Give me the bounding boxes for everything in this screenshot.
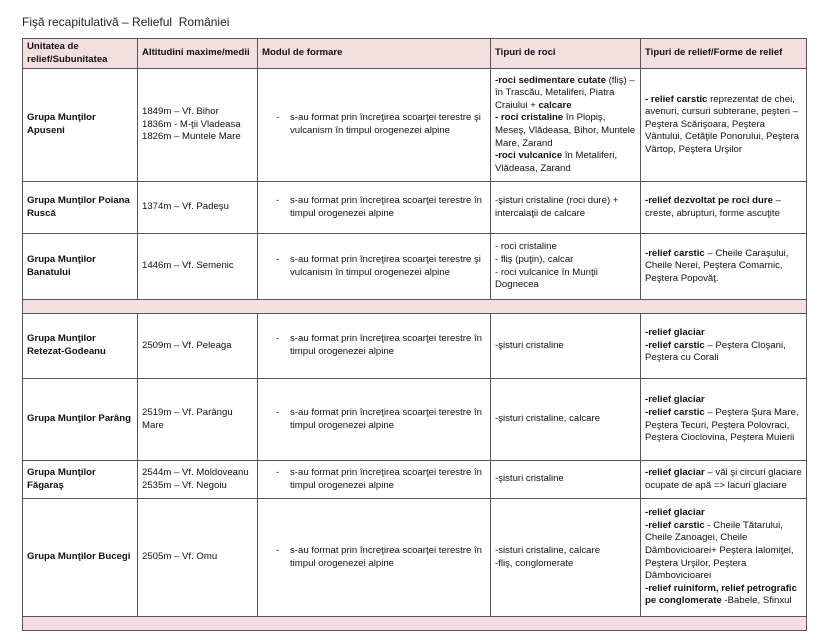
unit-name: Grupa Munţilor Apuseni	[27, 112, 96, 136]
unit-name-cell	[23, 379, 138, 461]
relief-types-bold: -relief dezvoltat pe roci dure	[645, 194, 773, 206]
altitude-line: 2535m – Vf. Negoiu	[142, 479, 227, 491]
relief-types-line	[645, 94, 802, 157]
rock-types-line	[495, 267, 636, 292]
rock-types-text: - fliş (puţin), calcar	[495, 253, 574, 265]
table-row	[23, 379, 807, 461]
unit-name: Grupa Munţilor Făgaraş	[27, 466, 96, 491]
relief-types-line	[645, 467, 802, 492]
relief-types-bold: -relief glaciar	[645, 394, 705, 406]
relief-types-line	[645, 195, 802, 220]
altitude-cell	[138, 234, 258, 300]
formation-text: s-au format prin încreţirea scoarţei terestre în timpul orogenezei alpine	[290, 333, 482, 357]
bullet-item	[262, 333, 486, 358]
rock-types-cell	[491, 182, 641, 234]
rock-types-cell	[491, 314, 641, 379]
rock-types-line	[495, 150, 636, 175]
rock-types-line	[495, 558, 636, 571]
formation-text: s-au format prin încreţirea scoarţei terestre în timpul orogenezei alpine	[290, 406, 482, 431]
relief-types-cell	[641, 379, 807, 461]
document-title: Fişă recapitulativă – Relieful României	[22, 15, 230, 29]
table-row	[23, 234, 807, 300]
rock-types-line	[495, 340, 636, 353]
relief-types-line	[645, 583, 802, 608]
relief-types-text: – văi şi circuri glaciare ocupate de apă => lacuri glaciare	[645, 466, 802, 491]
bullet-item	[262, 545, 486, 570]
altitude-cell	[138, 69, 258, 182]
altitude-line: 2505m – Vf. Omu	[142, 551, 218, 563]
relief-types-cell	[641, 234, 807, 300]
relief-types-text: - Cheile Tătarului, Cheile Zanoagei, Cheile Dâmbovicioarei+ Peştera Ialomiţei, Peştera Urşilor, Peştera Dâmbovicioarei	[645, 519, 794, 582]
rock-types-cell	[491, 499, 641, 617]
relief-types-line	[645, 520, 802, 583]
relief-types-line	[645, 327, 802, 340]
relief-types-bold: -relief glaciar	[645, 466, 705, 478]
rock-types-text: -fliş, conglomerate	[495, 557, 574, 569]
bullet-item	[262, 195, 486, 220]
header-unit: Unitatea de relief/Subunitatea	[23, 39, 138, 69]
rock-types-text: în Plopiş, Meseş, Vlădeasa, Bihor, Muntele Mare, Zarand	[495, 112, 636, 149]
unit-name: Grupa Munţilor Parâng	[27, 413, 131, 425]
unit-name-cell	[23, 182, 138, 234]
formation-cell	[258, 314, 491, 379]
relief-types-line	[645, 394, 802, 407]
relief-types-line	[645, 507, 802, 520]
relief-types-cell	[641, 314, 807, 379]
altitude-line: 2509m – Vf. Peleaga	[142, 339, 232, 351]
formation-cell	[258, 499, 491, 617]
relief-types-line	[645, 248, 802, 286]
rock-types-cell	[491, 234, 641, 300]
unit-name: Grupa Munţilor Retezat-Godeanu	[27, 333, 106, 357]
unit-name-cell	[23, 234, 138, 300]
bullet-item	[262, 112, 486, 137]
rock-types-cell	[491, 379, 641, 461]
altitude-cell	[138, 379, 258, 461]
rock-types-bold: -roci vulcanice	[495, 150, 563, 162]
bullet-dash: -	[276, 406, 280, 418]
bullet-dash: -	[276, 333, 280, 345]
altitude-line: 1826m – Muntele Mare	[142, 131, 241, 143]
altitude-line: 1836m - M-ţii Vladeasa	[142, 118, 241, 130]
unit-name-cell	[23, 69, 138, 182]
relief-types-text: – Peştera Cloşani, Peştera cu Corali	[645, 339, 786, 364]
rock-types-line	[495, 241, 636, 254]
bullet-dash: -	[276, 544, 280, 556]
table-row	[23, 182, 807, 234]
rock-types-cell	[491, 461, 641, 499]
rock-types-text: (fliş) – în Trascău, Metaliferi, Piatra Craiului +	[495, 74, 635, 111]
table-row	[23, 69, 807, 182]
altitude-cell	[138, 182, 258, 234]
bullet-dash: -	[276, 194, 280, 206]
rock-types-cell	[491, 69, 641, 182]
formation-text: s-au format prin încreţirea scoarţei terestre în timpul orogenezei alpine	[290, 466, 482, 491]
bullet-item	[262, 407, 486, 432]
rock-types-text: -sisturi cristaline, calcare	[495, 544, 601, 556]
header-rock-types: Tipuri de roci	[491, 39, 641, 69]
formation-text: s-au format prin încreţirea scoarţei terestre şi vulcanism în timpul orogenezei alpine	[290, 253, 481, 278]
unit-name-cell	[23, 499, 138, 617]
bullet-item	[262, 254, 486, 279]
rock-types-bold: calcare	[538, 99, 572, 111]
rock-types-text: în Metaliferi, Vlădeasa, Zarand	[495, 150, 618, 174]
formation-cell	[258, 234, 491, 300]
header-formation: Modul de formare	[258, 39, 491, 69]
relief-types-bold: -relief carstic	[645, 519, 705, 531]
bullet-dash: -	[276, 466, 280, 478]
altitude-line: 1849m – Vf. Bihor	[142, 106, 219, 118]
relief-types-text: – Peştera Şura Mare, Peştera Tecuri, Peştera Polovraci, Peştera Cioclovina, Peştera Muierii	[645, 406, 799, 444]
rock-types-text: -şisturi cristaline (roci dure) + intercalaţii de calcare	[495, 194, 619, 219]
altitude-cell	[138, 499, 258, 617]
formation-text: s-au format prin încreţirea scoarţei terestre în timpul orogenezei alpine	[290, 194, 482, 219]
relief-types-cell	[641, 69, 807, 182]
formation-text: s-au format prin încreţirea scoarţei terestre în timpul orogenezei alpine	[290, 544, 482, 569]
separator-cell	[23, 300, 807, 314]
rock-types-line	[495, 473, 636, 486]
relief-types-bold: -relief ruiniform, relief petrografic pe conglomerate	[645, 582, 797, 607]
rock-types-text: - roci vulcanice în Munţii Dognecea	[495, 266, 598, 291]
unit-name: Grupa Munţilor Poiana Ruscă	[27, 194, 130, 219]
formation-text: s-au format prin încreţirea scoarţei terestre şi vulcanism în timpul orogenezei alpine	[290, 112, 481, 136]
altitude-line: 2519m – Vf. Parângu Mare	[142, 406, 233, 431]
rock-types-text: -şisturi cristaline	[495, 339, 564, 351]
relief-types-bold: -relief carstic	[645, 247, 705, 259]
unit-name-cell	[23, 461, 138, 499]
relief-types-line	[645, 407, 802, 445]
rock-types-text: - roci cristaline	[495, 241, 557, 253]
rock-types-bold: - roci cristaline	[495, 112, 564, 124]
header-altitude: Altitudini maxime/medii	[138, 39, 258, 69]
table-row	[23, 314, 807, 379]
formation-cell	[258, 379, 491, 461]
relief-types-text: – creste, abrupturi, forme ascuţite	[645, 194, 781, 219]
rock-types-line	[495, 254, 636, 267]
altitude-line: 1374m – Vf. Padeşu	[142, 201, 229, 213]
separator-cell	[23, 617, 807, 631]
rock-types-line	[495, 75, 636, 113]
table-row	[23, 499, 807, 617]
altitude-line: 1446m – Vf. Semenic	[142, 260, 234, 272]
unit-name: Grupa Munţilor Banatului	[27, 253, 96, 278]
relief-types-bold: - relief carstic	[645, 93, 708, 105]
table-header-row	[23, 39, 807, 69]
relief-types-text: reprezentat de chei, avenuri, cursuri subterane, peşteri – Peştera Scărişoara, Peştera Vântului, Cetăţile Ponorului, Peştera Vârtop, Peştera Urşilor	[645, 93, 800, 155]
relief-types-line	[645, 340, 802, 365]
rock-types-line	[495, 112, 636, 150]
header-relief-types: Tipuri de relief/Forme de relief	[641, 39, 807, 69]
unit-name: Grupa Munţilor Bucegi	[27, 551, 131, 563]
formation-cell	[258, 461, 491, 499]
rock-types-text: -şisturi cristaline, calcare	[495, 413, 601, 425]
rock-types-line	[495, 413, 636, 426]
altitude-line: 2544m – Vf. Moldoveanu	[142, 466, 249, 478]
rock-types-line	[495, 195, 636, 220]
formation-cell	[258, 69, 491, 182]
bullet-item	[262, 467, 486, 492]
unit-name-cell	[23, 314, 138, 379]
separator-row	[23, 617, 807, 631]
bullet-dash: -	[276, 112, 280, 124]
relief-types-text: – Cheile Caraşului, Cheile Nerei, Peştera Comarnic, Peştera Popovăţ.	[645, 247, 789, 284]
rock-types-line	[495, 545, 636, 558]
altitude-cell	[138, 314, 258, 379]
relief-types-cell	[641, 461, 807, 499]
altitude-cell	[138, 461, 258, 499]
relief-types-text: -Babele, Sfinxul	[721, 595, 792, 607]
relief-types-bold: -relief carstic	[645, 406, 705, 418]
relief-types-bold: -relief glaciar	[645, 507, 705, 519]
relief-types-cell	[641, 499, 807, 617]
bullet-dash: -	[276, 253, 280, 265]
separator-row	[23, 300, 807, 314]
formation-cell	[258, 182, 491, 234]
relief-types-bold: -relief glaciar	[645, 327, 705, 339]
relief-types-cell	[641, 182, 807, 234]
rock-types-text: -şisturi cristaline	[495, 473, 564, 485]
relief-summary-table	[22, 38, 807, 631]
rock-types-bold: -roci sedimentare cutate	[495, 74, 606, 86]
relief-types-bold: -relief carstic	[645, 339, 705, 351]
table-row	[23, 461, 807, 499]
